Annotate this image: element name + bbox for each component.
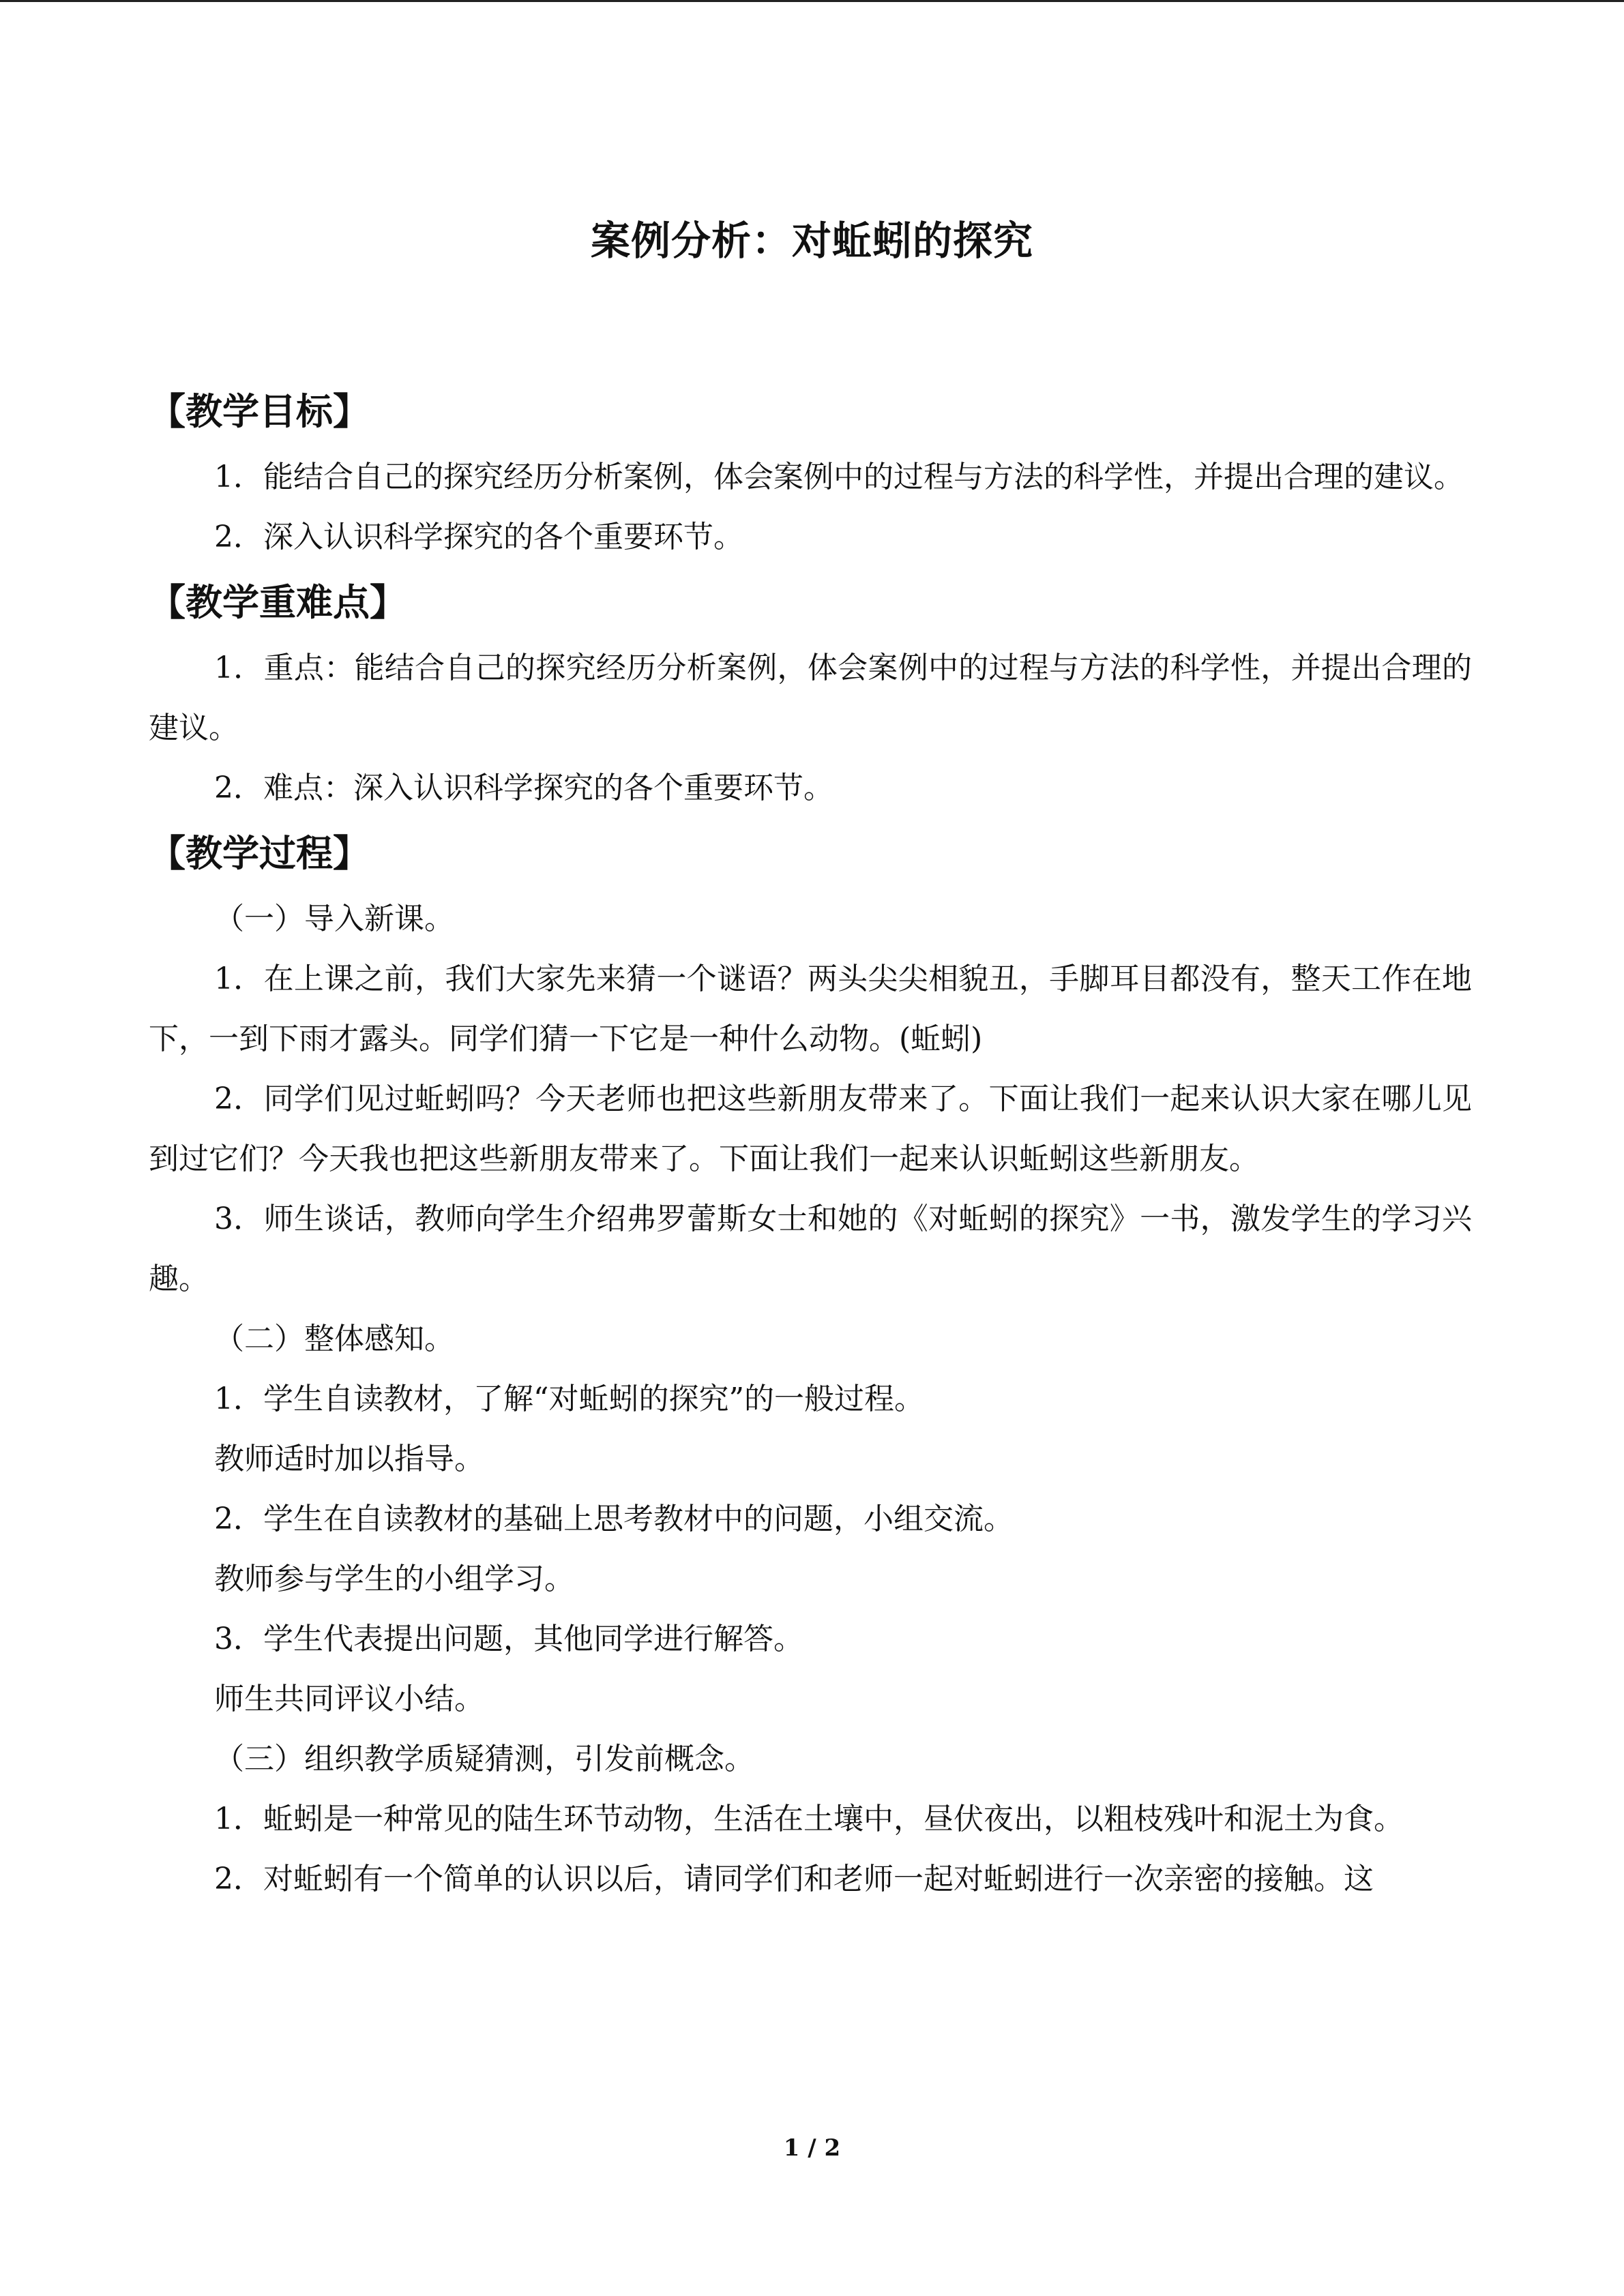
key-point-paragraph-2: 2．难点：深入认识科学探究的各个重要环节。 <box>214 771 833 805</box>
section-heading-process: 【教学过程】 <box>149 832 370 875</box>
document-body <box>149 376 1472 1909</box>
page-number: 1 / 2 <box>783 2134 841 2162</box>
process-paragraph: （一）导入新课。 <box>214 901 454 936</box>
process-paragraph: 教师参与学生的小组学习。 <box>214 1562 574 1596</box>
objective-paragraph-1: 1．能结合自己的探究经历分析案例，体会案例中的过程与方法的科学性，并提出合理的建议。 <box>214 460 1464 494</box>
top-border-line <box>0 0 1624 2</box>
process-paragraph: 3．学生代表提出问题，其他同学进行解答。 <box>214 1622 803 1656</box>
objective-paragraph-2: 2．深入认识科学探究的各个重要环节。 <box>214 520 743 554</box>
key-point-paragraph-1: 1．重点：能结合自己的探究经历分析案例，体会案例中的过程与方法的科学性，并提出合理的建议。 <box>149 651 1472 745</box>
section-heading-objectives: 【教学目标】 <box>149 390 370 433</box>
process-paragraph: 师生共同评议小结。 <box>214 1682 484 1716</box>
process-paragraph: 2．学生在自读教材的基础上思考教材中的问题，小组交流。 <box>214 1502 1014 1536</box>
process-paragraph: 1．在上课之前，我们大家先来猜一个谜语？两头尖尖相貌丑，手脚耳目都没有，整天工作在地下，一到下雨才露头。同学们猜一下它是一种什么动物。(蚯蚓) <box>149 961 1472 1056</box>
process-paragraph: 2．对蚯蚓有一个简单的认识以后，请同学们和老师一起对蚯蚓进行一次亲密的接触。这 <box>214 1862 1374 1896</box>
page-title: 案例分析：对蚯蚓的探究 <box>590 218 1033 264</box>
process-paragraph: （三）组织教学质疑猜测，引发前概念。 <box>214 1742 754 1776</box>
process-paragraph: 1．蚯蚓是一种常见的陆生环节动物，生活在土壤中，昼伏夜出，以粗枝残叶和泥土为食。 <box>214 1802 1404 1836</box>
process-paragraph: 教师适时加以指导。 <box>214 1442 484 1476</box>
process-paragraph: 3．师生谈话，教师向学生介绍弗罗蕾斯女士和她的《对蚯蚓的探究》一书，激发学生的学习兴趣。 <box>149 1202 1472 1296</box>
process-paragraph: 2．同学们见过蚯蚓吗？今天老师也把这些新朋友带来了。下面让我们一起来认识大家在哪儿见到过它们？今天我也把这些新朋友带来了。下面让我们一起来认识蚯蚓这些新朋友。 <box>149 1082 1472 1176</box>
process-paragraph: 1．学生自读教材，了解“对蚯蚓的探究”的一般过程。 <box>214 1382 924 1416</box>
section-heading-key-points: 【教学重难点】 <box>149 581 407 624</box>
process-paragraph: （二）整体感知。 <box>214 1322 454 1356</box>
